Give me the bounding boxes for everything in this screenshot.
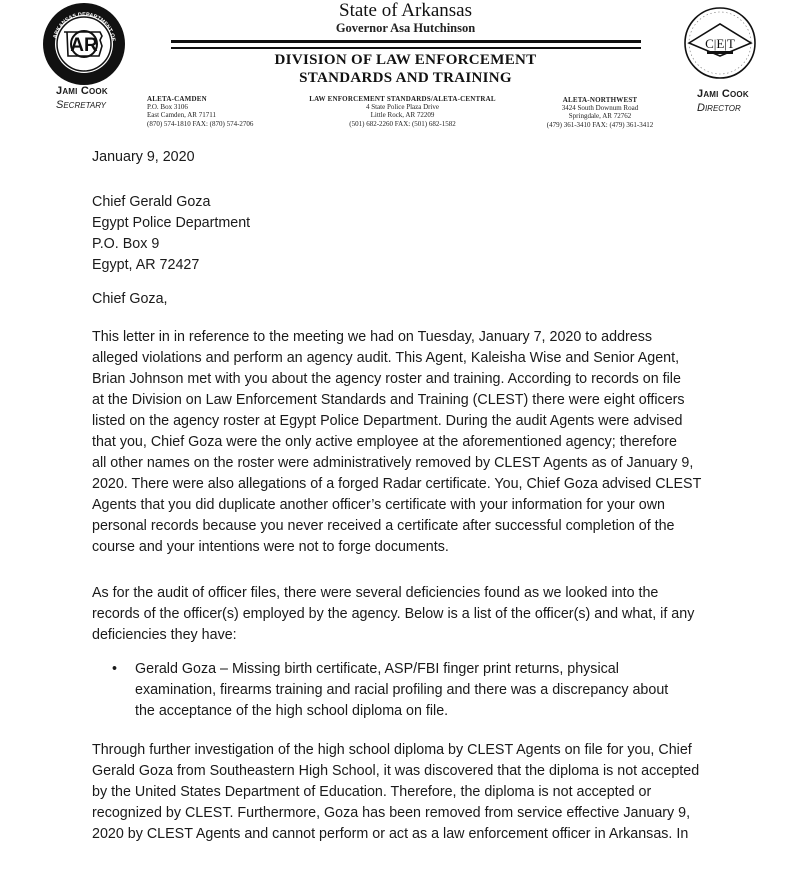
division-title	[0, 51, 811, 87]
office-phone: (501) 682-2260 FAX: (501) 682-1582	[349, 119, 456, 128]
salutation: Chief Goza,	[92, 291, 168, 307]
text-line: records of the officer(s) employed by the agency. Below is a list of the officer(s) and what, if any	[92, 606, 695, 622]
text-line: 2020. There were also allegations of a forged Radar certificate. You, Chief Goza advised CLEST	[92, 476, 702, 492]
text-line: Gerald Goza – Missing birth certificate, ASP/FBI finger print returns, physical	[135, 661, 619, 677]
text-line: at the Division on Law Enforcement Standards and Training (CLEST) there were eight officers	[92, 392, 685, 408]
office-phone: (870) 574-1810 FAX: (870) 574-2706	[147, 119, 254, 128]
text-line: by the United States Department of Education. Therefore, the diploma is not accepted or	[92, 784, 652, 800]
text-line: Through further investigation of the high school diploma by CLEST Agents on file for you, Chief	[92, 742, 692, 758]
office-phone: (479) 361-3410 FAX: (479) 361-3412	[546, 120, 654, 129]
secretary-title: Secretary	[56, 99, 107, 111]
text-line: deficiencies they have:	[92, 627, 237, 643]
deficiency-text	[135, 659, 722, 722]
office-name: LAW ENFORCEMENT STANDARDS/ALETA-CENTRAL	[309, 95, 496, 103]
text-line: 2020 by CLEST Agents and cannot perform or act as a law enforcement officer in Arkansas. In	[92, 826, 689, 842]
header-rule-thin	[171, 47, 641, 49]
director-title: Director	[697, 102, 741, 114]
recipient-po-box: P.O. Box 9	[92, 236, 160, 252]
text-line: course and your intentions were not to forge documents.	[92, 539, 449, 555]
svg-text:C|E|T: C|E|T	[705, 36, 735, 51]
text-line: This letter in in reference to the meeting we had on Tuesday, January 7, 2020 to address	[92, 329, 653, 345]
secretary-name: Jami Cook	[56, 85, 108, 97]
text-line: personal records because you never received a certificate after successful completion of the	[92, 518, 675, 534]
text-line: Gerald Goza from Southeastern High School, it was discovered that the diploma is not accepted	[92, 763, 700, 779]
text-line: Agents that you did duplicate another officer’s certificate with your information for your own	[92, 497, 665, 513]
text-line: listed on the agency roster at Egypt Police Department. During the audit Agents were advised	[92, 413, 683, 429]
director-block	[697, 88, 749, 114]
office-address-line: 4 State Police Plaza Drive	[365, 103, 440, 112]
deficiency-list-item	[112, 659, 722, 722]
text-line: the acceptance of the high school diploma on file.	[135, 703, 449, 719]
director-name: Jami Cook	[697, 88, 749, 100]
svg-text:AR: AR	[70, 35, 98, 56]
paragraph-audit	[92, 583, 732, 646]
office-northwest	[524, 96, 676, 129]
office-name: ALETA-NORTHWEST	[562, 96, 638, 104]
paragraph-meeting	[92, 327, 732, 558]
svg-text:PUBLIC SAFETY: PUBLIC SAFETY	[67, 54, 109, 73]
recipient-org: Egypt Police Department	[92, 215, 251, 231]
letter-date: January 9, 2020	[92, 149, 195, 165]
division-title-line1: DIVISION OF LAW ENFORCEMENT	[274, 52, 537, 68]
secretary-block	[56, 85, 108, 111]
office-address-line: Little Rock, AR 72209	[370, 111, 435, 120]
recipient-city: Egypt, AR 72427	[92, 257, 200, 273]
text-line: recognized by CLEST. Furthermore, Goza has been removed from service effective January 9,	[92, 805, 691, 821]
division-title-line2: STANDARDS AND TRAINING	[299, 70, 512, 86]
state-title: State of Arkansas	[339, 0, 472, 21]
office-address-line: P.O. Box 3106	[147, 103, 188, 112]
recipient-address	[92, 192, 732, 276]
text-line: that you, Chief Goza were the only active employee at the aforementioned agency; therefore	[92, 434, 677, 450]
svg-text:ARKANSAS DEPARTMENT OF: ARKANSAS DEPARTMENT OF	[52, 11, 116, 42]
text-line: examination, firearms training and racial profiling and there was a discrepancy about	[135, 682, 669, 698]
text-line: alleged violations and perform an agency audit. This Agent, Kaleisha Wise and Senior Agent,	[92, 350, 680, 366]
paragraph-diploma	[92, 740, 732, 845]
office-address-line: East Camden, AR 71711	[147, 111, 216, 120]
governor-line: Governor Asa Hutchinson	[335, 21, 476, 35]
office-central	[290, 95, 515, 128]
bullet-icon: •	[112, 661, 118, 677]
office-address-line: 3424 South Downum Road	[561, 104, 639, 113]
header-rule-thick	[171, 40, 641, 43]
office-address-line: Springdale, AR 72762	[568, 112, 632, 121]
text-line: As for the audit of officer files, there were several deficiencies found as we looked into the	[92, 585, 659, 601]
text-line: all other names on the roster were administratively removed by CLEST Agents as of January 9,	[92, 455, 694, 471]
text-line: Brian Johnson met with you about the agency roster and training. According to records on file	[92, 371, 681, 387]
recipient-name: Chief Gerald Goza	[92, 194, 211, 210]
office-camden	[147, 95, 253, 128]
office-name: ALETA-CAMDEN	[147, 95, 207, 103]
